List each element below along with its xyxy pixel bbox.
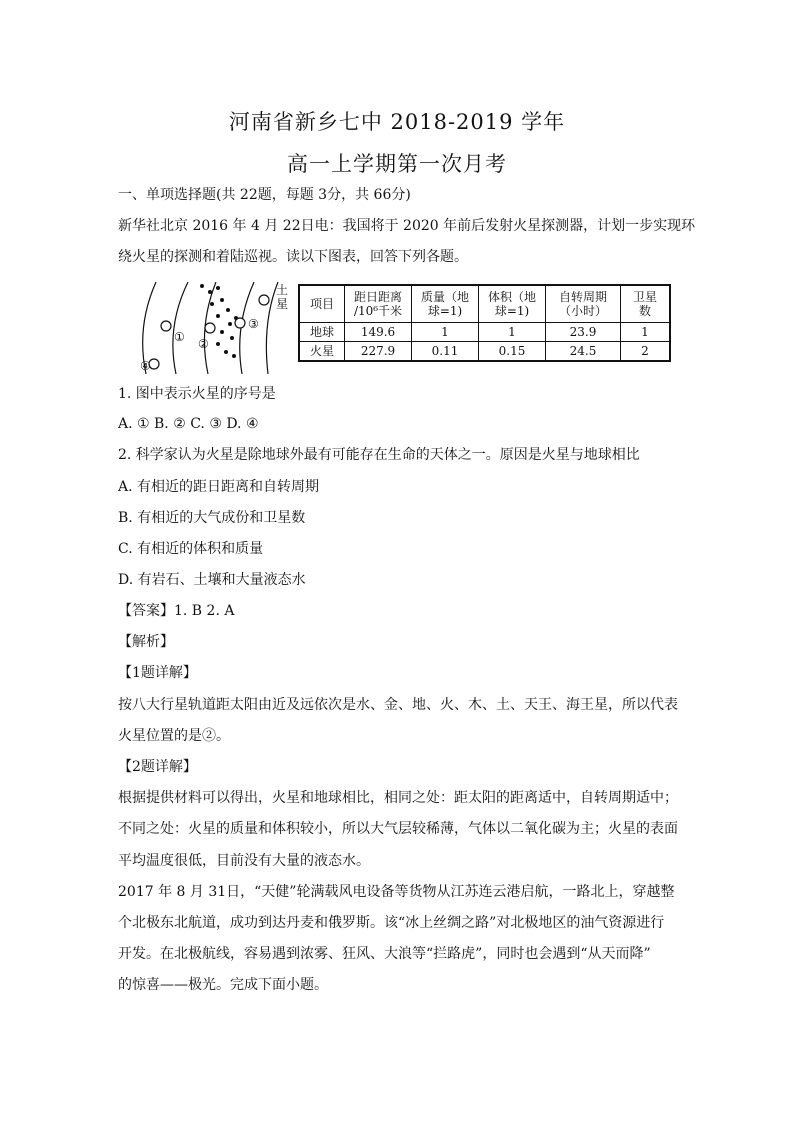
detail-2-line-3: 平均温度很低，目前没有大量的液态水。 [118, 853, 370, 869]
intro-line-1: 新华社北京 2016 年 4 月 22日电：我国将于 2020 年前后发射火星探测器，计划一步实现环 [118, 218, 696, 234]
table-cell: 23.9 [546, 323, 621, 342]
question-2: 2. 科学家认为火星是除地球外最有可能存在生命的天体之一。原因是火星与地球相比 [118, 447, 640, 463]
header-cell: 距日距离 /10⁶千米 [345, 285, 412, 323]
table-cell: 1 [479, 323, 546, 342]
label-4: ④ [140, 359, 151, 373]
table-cell: 地球 [299, 323, 345, 342]
question-2-option-b: B. 有相近的大气成份和卫星数 [118, 510, 306, 526]
table-cell: 2 [621, 342, 671, 362]
question-2-option-c: C. 有相近的体积和质量 [118, 541, 264, 557]
passage-2-line-3: 开发。在北极航线，容易遇到浓雾、狂风、大浪等“拦路虎”，同时也会遇到“从天而降” [118, 946, 651, 962]
question-2-option-a: A. 有相近的距日距离和自转周期 [118, 479, 320, 495]
passage-2-line-2: 个北极东北航道，成功到达丹麦和俄罗斯。该“冰上丝绸之路”对北极地区的油气资源进行 [118, 915, 665, 931]
planet-marker-1 [161, 321, 171, 331]
header-cell: 卫星 数 [621, 285, 671, 323]
table-row [299, 342, 670, 362]
header-cell: 自转周期 （小时） [546, 285, 621, 323]
answer-line: 【答案】1. B 2. A [118, 603, 235, 619]
label-saturn-a: 土 [276, 283, 289, 297]
detail-2-line-2: 不同之处：火星的质量和体积较小，所以大气层较稀薄，气体以二氧化碳为主；火星的表面 [118, 821, 678, 837]
question-2-option-d: D. 有岩石、土壤和大量液态水 [118, 572, 306, 588]
detail-1-heading: 【1题详解】 [118, 665, 197, 681]
orbit-2 [173, 282, 188, 374]
header-cell: 质量（地 球=1) [412, 285, 479, 323]
label-1: ① [174, 330, 185, 344]
label-3: ③ [248, 317, 259, 331]
table-cell: 149.6 [345, 323, 412, 342]
table-cell: 0.11 [412, 342, 479, 362]
section-heading: 一、单项选择题(共 22题，每题 3分，共 66分) [118, 187, 411, 203]
header-cell: 项目 [299, 285, 345, 323]
question-1: 1. 图中表示火星的序号是 [118, 386, 276, 402]
planet-marker-saturn [259, 295, 269, 305]
table-cell: 227.9 [345, 342, 412, 362]
detail-2-line-1: 根据提供材料可以得出，火星和地球相比，相同之处：距太阳的距离适中，自转周期适中； [118, 790, 678, 806]
table-cell: 24.5 [546, 342, 621, 362]
table-cell: 1 [621, 323, 671, 342]
detail-1-line-2: 火星位置的是②。 [118, 728, 230, 744]
table-header-row [299, 285, 670, 323]
detail-2-heading: 【2题详解】 [118, 759, 197, 775]
title-line-2: 高一上学期第一次月考 [287, 152, 507, 176]
question-1-options: A. ① B. ② C. ③ D. ④ [118, 416, 259, 432]
label-2: ② [198, 337, 209, 351]
intro-line-2: 绕火星的探测和着陆巡视。读以下图表，回答下列各题。 [118, 249, 468, 265]
planet-marker-3 [235, 318, 245, 328]
header-cell: 体积（地 球=1) [479, 285, 546, 323]
detail-1-line-1: 按八大行星轨道距太阳由近及远依次是水、金、地、火、木、土、天王、海王星，所以代表 [118, 697, 678, 713]
table-cell: 1 [412, 323, 479, 342]
passage-2-line-1: 2017 年 8 月 31日，“天健”轮满载风电设备等货物从江苏连云港启航，一路北上，穿越整 [118, 884, 675, 900]
title-line-1: 河南省新乡七中 2018-2019 学年 [228, 110, 566, 134]
passage-2-line-4: 的惊喜——极光。完成下面小题。 [118, 977, 328, 993]
analysis-heading: 【解析】 [118, 634, 174, 650]
table-cell: 火星 [299, 342, 345, 362]
table-row [299, 323, 670, 342]
table-cell: 0.15 [479, 342, 546, 362]
label-saturn-b: 星 [276, 297, 289, 311]
planet-table [298, 284, 671, 362]
planet-marker-2 [205, 323, 215, 333]
orbit-figure [118, 282, 298, 374]
